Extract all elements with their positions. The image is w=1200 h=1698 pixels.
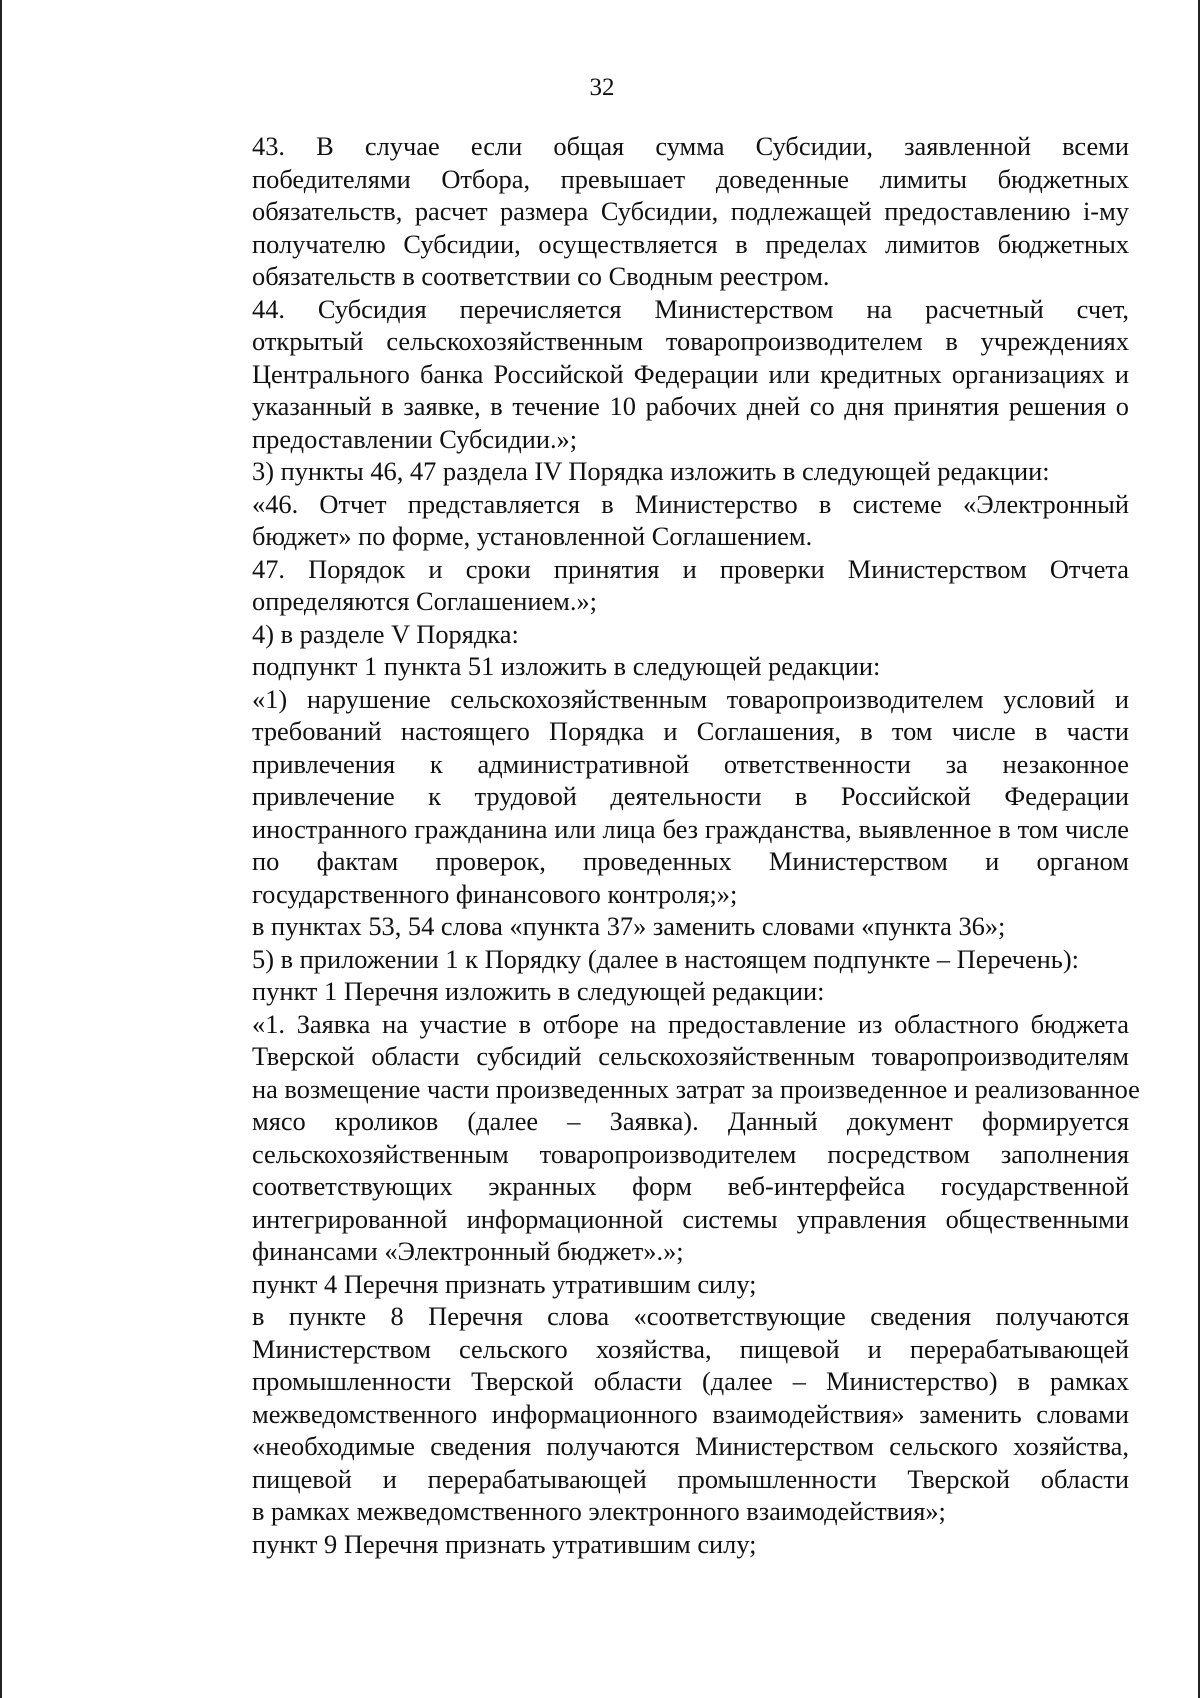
paragraph-3	[179, 455, 1129, 488]
text-line: требований настоящего Порядка и Соглашения, в том числе в части	[252, 716, 1129, 746]
text-line: 47. Порядок и сроки принятия и проверки Министерством Отчета	[252, 553, 1129, 584]
paragraph-list-9	[179, 1528, 1129, 1561]
text-line: в пунктах 53, 54 слова «пункта 37» заменить словами «пункта 36»;	[252, 911, 1006, 941]
text-line: соответствующих экранных форм веб-интерфейса государственной	[252, 1171, 1129, 1201]
paragraph-list-1-text	[179, 1008, 1140, 1268]
page-number: 32	[589, 74, 615, 101]
paragraph-46	[179, 488, 1129, 553]
paragraph-list-8	[179, 1300, 1129, 1528]
paragraph-44	[179, 293, 1129, 456]
paragraph-5	[179, 943, 1129, 976]
text-line: 4) в разделе V Порядка:	[252, 618, 519, 649]
text-line: Тверской области субсидий сельскохозяйственным товаропроизводителям	[252, 1041, 1129, 1071]
paragraph-4	[179, 618, 1129, 651]
text-line: Центрального банка Российской Федерации или кредитных организациях и	[252, 358, 1129, 389]
text-line: открытый сельскохозяйственным товаропроизводителем в учреждениях	[252, 326, 1129, 356]
text-line: определяются Соглашением.»;	[252, 586, 597, 616]
document-body	[179, 130, 1140, 1560]
text-line: бюджет» по форме, установленной Соглашением.	[252, 521, 813, 551]
text-line: подпункт 1 пункта 51 изложить в следующей редакции:	[252, 651, 881, 681]
text-line: обязательств, расчет размера Субсидии, подлежащей предоставлению i-му	[252, 196, 1129, 226]
text-line: по фактам проверок, проведенных Министерством и органом	[252, 846, 1129, 876]
text-line: Министерством сельского хозяйства, пищевой и перерабатывающей	[252, 1333, 1129, 1364]
text-line: на возмещение части произведенных затрат за произведенное и реализованное	[252, 1073, 1140, 1104]
text-line: финансами «Электронный бюджет».»;	[252, 1236, 684, 1266]
text-line: сельскохозяйственным товаропроизводителем посредством заполнения	[252, 1138, 1129, 1169]
text-line: 5) в приложении 1 к Порядку (далее в настоящем подпункте – Перечень):	[252, 943, 1079, 974]
text-line: государственного финансового контроля;»;	[252, 878, 738, 909]
text-line: пищевой и перерабатывающей промышленности Тверской области	[252, 1463, 1129, 1494]
paragraph-53	[179, 910, 1129, 943]
text-line: «необходимые сведения получаются Министерством сельского хозяйства,	[252, 1431, 1129, 1461]
text-line: мясо кроликов (далее – Заявка). Данный документ формируется	[252, 1106, 1129, 1136]
text-line: 43. В случае если общая сумма Субсидии, заявленной всеми	[252, 131, 1129, 161]
text-line: пункт 4 Перечня признать утратившим силу;	[252, 1268, 757, 1299]
text-line: иностранного гражданина или лица без гражданства, выявленное в том числе	[252, 813, 1129, 844]
text-line: межведомственного информационного взаимодействия» заменить словами	[252, 1398, 1129, 1429]
text-line: победителями Отбора, превышает доведенные лимиты бюджетных	[252, 163, 1129, 194]
text-line: 44. Субсидия перечисляется Министерством на расчетный счет,	[252, 293, 1129, 324]
text-line: «1) нарушение сельскохозяйственным товаропроизводителем условий и	[252, 683, 1129, 714]
text-line: пункт 9 Перечня признать утратившим силу;	[252, 1528, 757, 1559]
text-line: 3) пункты 46, 47 раздела IV Порядка изложить в следующей редакции:	[252, 456, 1050, 486]
paragraph-list-4	[179, 1268, 1129, 1301]
text-line: «46. Отчет представляется в Министерство в системе «Электронный	[252, 488, 1129, 519]
text-line: указанный в заявке, в течение 10 рабочих дней со дня принятия решения о	[252, 391, 1129, 421]
text-line: привлечение к трудовой деятельности в Российской Федерации	[252, 781, 1129, 811]
text-line: привлечения к административной ответственности за незаконное	[252, 748, 1129, 779]
paragraph-51-1	[179, 683, 1129, 911]
paragraph-list-1	[179, 975, 1129, 1008]
text-line: в пункте 8 Перечня слова «соответствующие сведения получаются	[252, 1301, 1129, 1331]
text-line: обязательств в соответствии со Сводным реестром.	[252, 261, 830, 291]
paragraph-43	[179, 130, 1129, 293]
text-line: промышленности Тверской области (далее – Министерство) в рамках	[252, 1366, 1129, 1396]
text-line: получателю Субсидии, осуществляется в пределах лимитов бюджетных	[252, 228, 1129, 259]
paragraph-47	[179, 553, 1129, 618]
text-line: в рамках межведомственного электронного взаимодействия»;	[252, 1496, 946, 1526]
text-line: предоставлении Субсидии.»;	[252, 423, 578, 454]
text-line: «1. Заявка на участие в отборе на предоставление из областного бюджета	[252, 1008, 1129, 1039]
text-line: пункт 1 Перечня изложить в следующей редакции:	[252, 976, 825, 1006]
paragraph-51	[179, 650, 1129, 683]
text-line: интегрированной информационной системы управления общественными	[252, 1203, 1129, 1234]
